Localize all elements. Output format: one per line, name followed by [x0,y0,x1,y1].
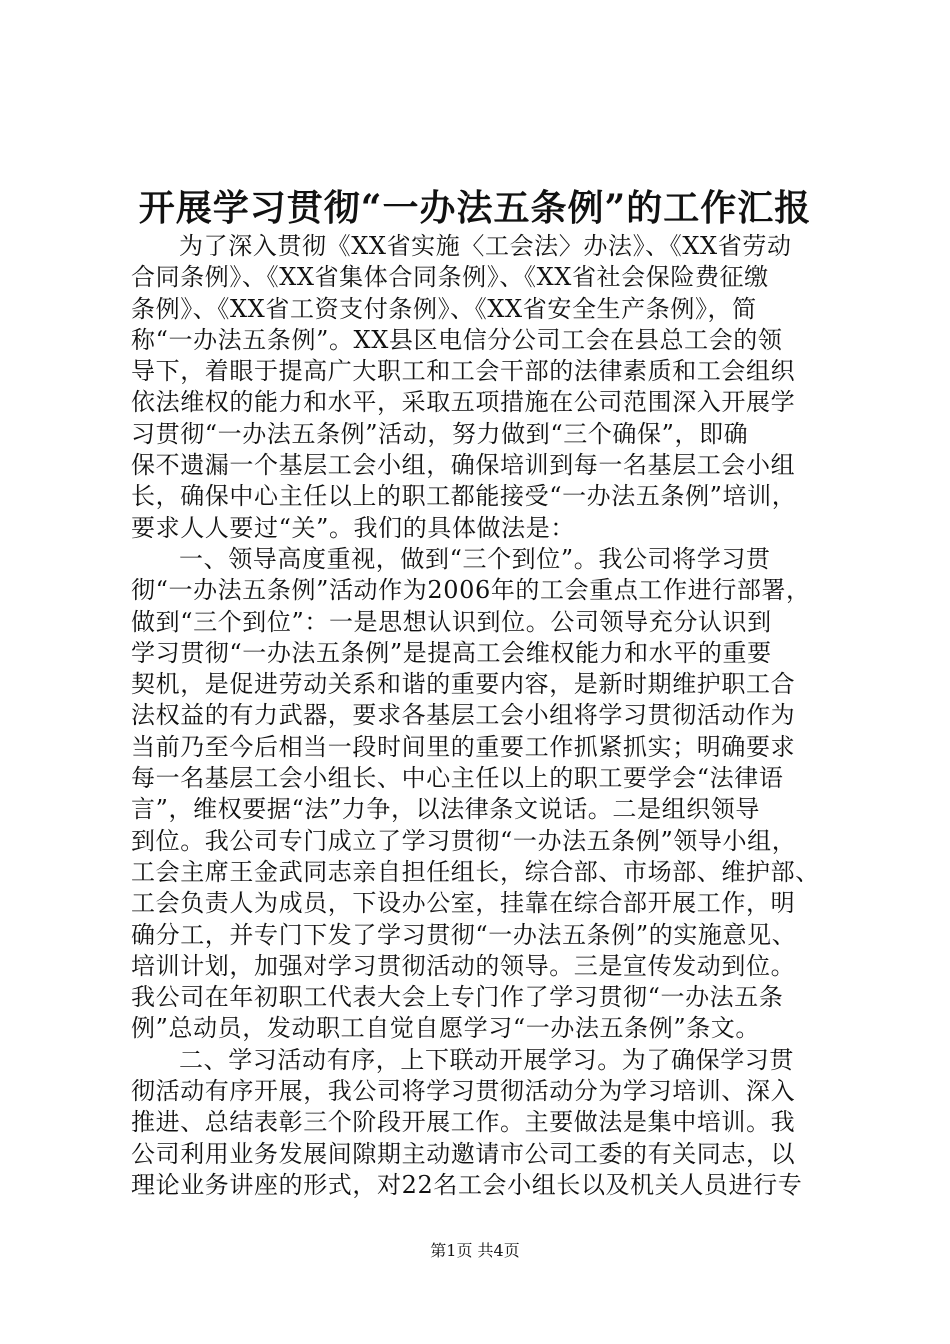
text-line: 法权益的有力武器，要求各基层工会小组将学习贯彻活动作为 [131,701,796,730]
text-line: 条例》、《XX省工资支付条例》、《XX省安全生产条例》，简 [131,294,757,323]
text-line: 公司利用业务发展间隙期主动邀请市公司工委的有关同志，以 [131,1139,796,1168]
text-line: 我公司在年初职工代表大会上专门作了学习贯彻“一办法五条 [131,983,784,1012]
text-line: 彻活动有序开展，我公司将学习贯彻活动分为学习培训、深入 [131,1077,796,1106]
text-line: 确分工，并专门下发了学习贯彻“一办法五条例”的实施意见、 [131,920,797,949]
text-line: 契机，是促进劳动关系和谐的重要内容，是新时期维护职工合 [131,670,796,699]
text-line: 长，确保中心主任以上的职工都能接受“一办法五条例”培训， [131,482,797,511]
text-line: 要求人人要过“关”。我们的具体做法是： [131,513,575,542]
text-line: 培训计划，加强对学习贯彻活动的领导。三是宣传发动到位。 [131,951,796,980]
text-line: 依法维权的能力和水平，采取五项措施在公司范围深入开展学 [131,388,796,417]
text-line: 为了深入贯彻《XX省实施〈工会法〉办法》、《XX省劳动 [179,232,792,260]
text-line: 当前乃至今后相当一段时间里的重要工作抓紧抓实；明确要求 [131,732,796,761]
text-line: 合同条例》、《XX省集体合同条例》、《XX省社会保险费征缴 [131,263,769,292]
text-line: 工会负责人为成员，下设办公室，挂靠在综合部开展工作，明 [131,889,796,918]
text-line: 做到“三个到位”：一是思想认识到位。公司领导充分认识到 [131,607,772,636]
text-line: 每一名基层工会小组长、中心主任以上的职工要学会“法律语 [131,764,784,793]
text-line: 二、学习活动有序，上下联动开展学习。为了确保学习贯 [179,1045,794,1074]
text-line: 到位。我公司专门成立了学习贯彻“一办法五条例”领导小组， [131,826,797,855]
text-line: 理论业务讲座的形式，对22名工会小组长以及机关人员进行专 [131,1170,803,1199]
text-line: 称“一办法五条例”。XX县区电信分公司工会在县总工会的领 [131,325,783,354]
text-line: 例”总动员，发动职工自觉自愿学习“一办法五条例”条文。 [131,1014,761,1043]
page-number-footer: 第1页 共4页 [430,1241,520,1260]
text-line: 一、领导高度重视，做到“三个到位”。我公司将学习贯 [179,544,771,573]
text-line: 导下，着眼于提高广大职工和工会干部的法律素质和工会组织 [131,357,796,386]
text-line: 习贯彻“一办法五条例”活动，努力做到“三个确保”，即确 [131,419,749,448]
text-line: 言”，维权要据“法”力争，以法律条文说话。二是组织领导 [131,795,761,824]
text-line: 学习贯彻“一办法五条例”是提高工会维权能力和水平的重要 [131,638,772,667]
text-line: 工会主席王金武同志亲自担任组长，综合部、市场部、维护部、 [131,857,820,886]
text-line: 推进、总结表彰三个阶段开展工作。主要做法是集中培训。我 [131,1108,796,1137]
text-line: 彻“一办法五条例”活动作为2006年的工会重点工作进行部署， [131,576,811,605]
document-title: 开展学习贯彻“一办法五条例”的工作汇报 [138,187,812,229]
text-line: 保不遗漏一个基层工会小组，确保培训到每一名基层工会小组 [131,451,796,480]
document-body [131,231,831,1201]
